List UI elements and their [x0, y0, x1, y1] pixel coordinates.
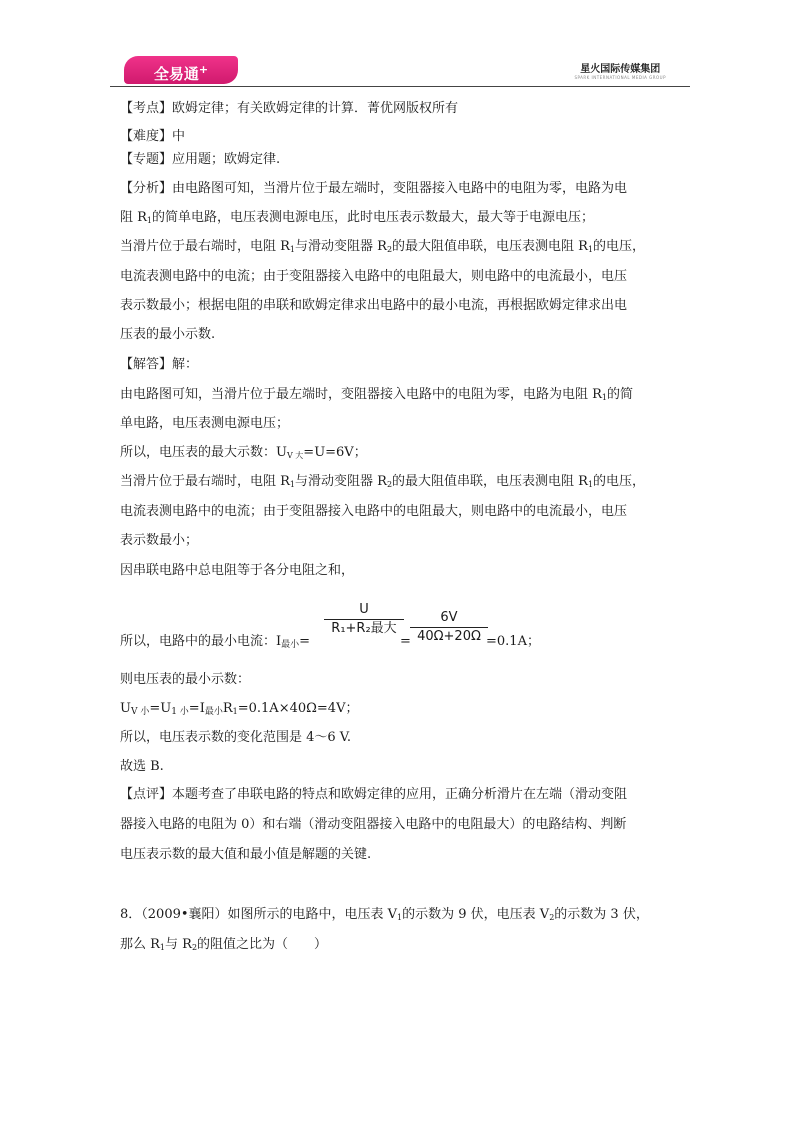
min-current-line: 所以，电路中的最小电流：$I_{最小}=$	[120, 634, 311, 650]
fraction-u-over-r: U R₁+R₂最大	[324, 602, 404, 637]
solution-line: 因串联电路中总电阻等于各分电阻之和，	[120, 563, 355, 578]
kaodian-line: 【考点】欧姆定律；有关欧姆定律的计算．菁优网版权所有	[120, 101, 459, 116]
analysis-line: 当滑片位于最右端时，电阻 $R_1$与滑动变阻器 $R_2$的最大阻值串联，电压表测电阻 $R_1$的电压，	[120, 239, 646, 254]
header-rule	[110, 86, 690, 87]
analysis-line: 电流表测电路中的电流；由于变阻器接入电路中的电阻最大，则电路中的电流最小，电压	[120, 269, 628, 284]
min-voltage-formula: $U_{V 小}=U_{1 小}=I_{最小}R_1=0.1A\times 40\Omega=4V$；	[120, 701, 359, 717]
solution-line: 当滑片位于最右端时，电阻 $R_1$与滑动变阻器 $R_2$的最大阻值串联，电压表测电阻 $R_1$的电压，	[120, 474, 646, 489]
solution-line: 电流表测电路中的电流；由于变阻器接入电路中的电阻最大，则电路中的电流最小，电压	[120, 504, 628, 519]
solution-line: 所以，电压表示数的变化范围是 4～6 V.	[120, 730, 352, 745]
solution-line: 则电压表的最小示数：	[120, 672, 251, 687]
analysis-line: 表示数最小；根据电阻的串联和欧姆定律求出电路中的最小电流，再根据欧姆定律求出电	[120, 298, 628, 313]
comment-line: 器接入电路的电阻为 0）和右端（滑动变阻器接入电路中的电阻最大）的电路结构、判断	[120, 817, 627, 832]
analysis-line: 压表的最小示数.	[120, 327, 216, 342]
solution-line: 单电路，电压表测电源电压；	[120, 416, 290, 431]
comment-line: 电压表示数的最大值和最小值是解题的关键.	[120, 847, 372, 862]
brand-tagline: SPARK INTERNATIONAL MEDIA GROUP	[574, 75, 666, 80]
min-current-result: =0.1A；	[486, 634, 540, 649]
solution-heading: 【解答】解：	[120, 357, 199, 372]
zhuanti-line: 【专题】应用题；欧姆定律.	[120, 152, 281, 167]
question-8-line: 8．（2009•襄阳）如图所示的电路中，电压表 $V_1$的示数为 9 伏，电压表 $V_2$的示数为 3 伏，	[120, 907, 649, 922]
page-header	[110, 56, 690, 88]
solution-line: 表示数最小；	[120, 533, 199, 548]
analysis-line: 【分析】由电路图可知，当滑片位于最左端时，变阻器接入电路中的电阻为零，电路为电	[120, 181, 628, 196]
equals-sign: =	[400, 634, 411, 649]
solution-line: 所以，电压表的最大示数：$U_{V 大}=U=6V$；	[120, 445, 367, 460]
solution-line: 由电路图可知，当滑片位于最左端时，变阻器接入电路中的电阻为零，电路为电阻 $R_1$的简	[120, 387, 634, 402]
brand-name: 星火国际传媒集团	[580, 64, 661, 75]
fraction-6v-over-sum: 6V 40Ω+20Ω	[410, 610, 488, 645]
comment-line: 【点评】本题考查了串联电路的特点和欧姆定律的应用，正确分析滑片在左端（滑动变阻	[120, 787, 628, 802]
logo: 全易通+	[124, 56, 238, 84]
question-8-line: 那么 $R_1$与 $R_2$的阻值之比为（ ）	[120, 937, 328, 952]
analysis-line: 阻 $R_1$的简单电路，电压表测电源电压，此时电压表示数最大，最大等于电源电压；	[120, 210, 595, 225]
answer-line: 故选 B.	[120, 759, 164, 774]
nandu-line: 【难度】中	[120, 129, 186, 144]
brand	[574, 60, 666, 80]
